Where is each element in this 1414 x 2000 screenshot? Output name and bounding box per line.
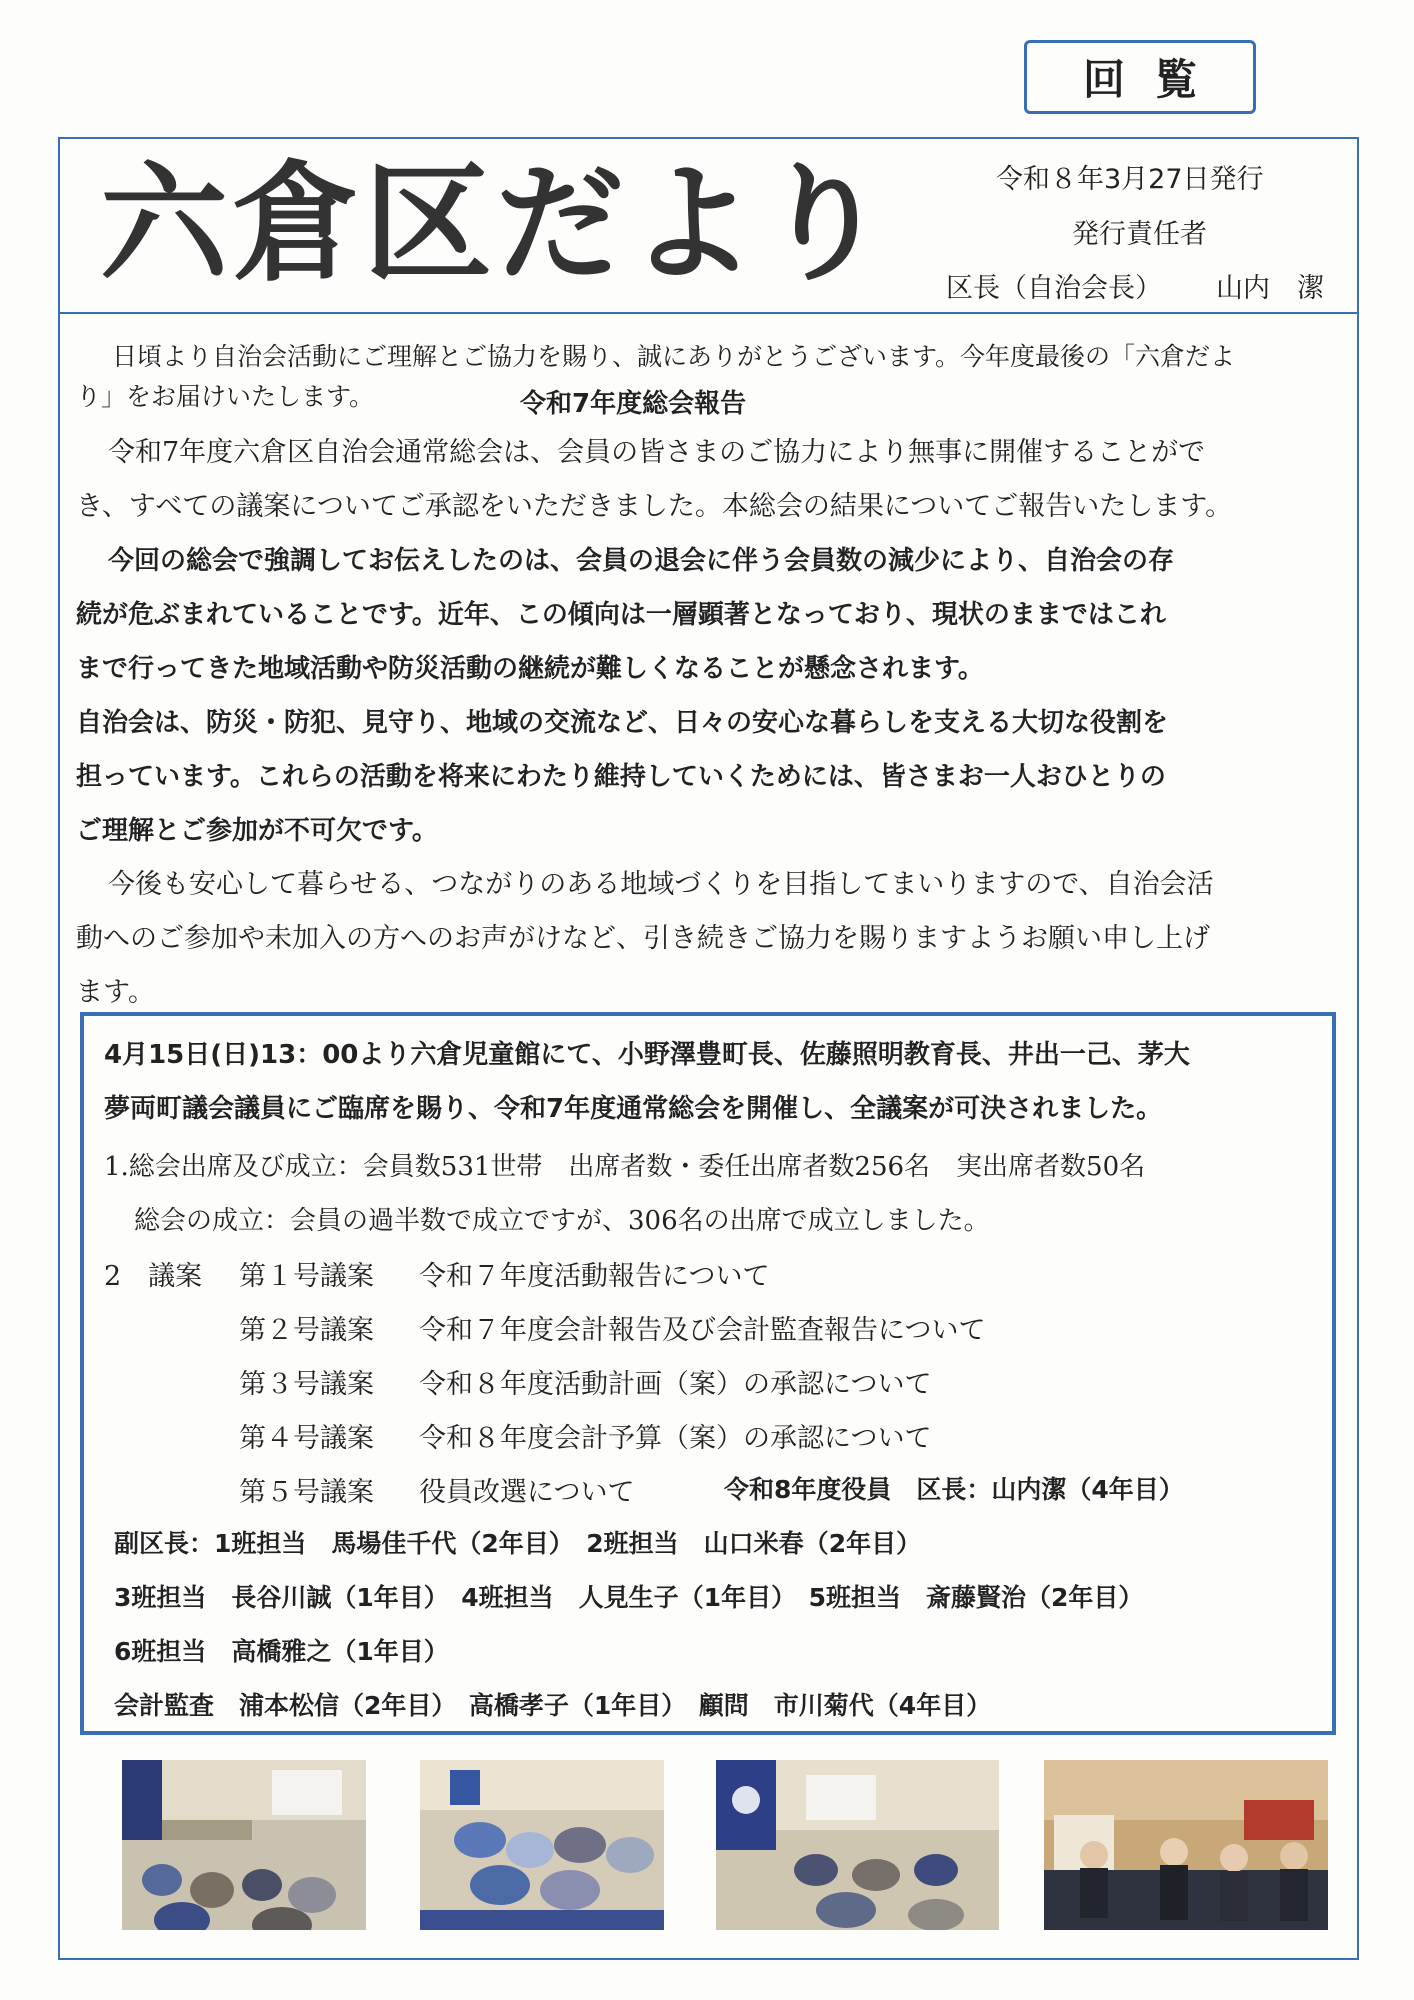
agenda-item-no: 第２号議案 [239,1315,374,1346]
meeting-photo-3 [716,1760,999,1930]
intro-line-1: 日頃より自治会活動にご理解とご協力を賜り、誠にありがとうございます。今年度最後の「六倉だよ [112,342,1236,371]
report-p3-line-1: 自治会は、防災・防犯、見守り、地域の交流など、日々の安心な暮らしを支える大切な役割を [76,708,1169,738]
officers-heading: 令和8年度役員 区長：山内潔（4年目） [724,1475,1184,1504]
officers-line-2: 3班担当 長谷川誠（1年目） 4班担当 人見生子（1年目） 5班担当 斎藤賢治（2年目） [114,1583,1144,1612]
publisher-name: 山内 潔 [1216,273,1324,304]
agenda-item-no: 第４号議案 [239,1423,374,1454]
report-p1-line-1: 令和7年度六倉区自治会通常総会は、会員の皆さまのご協力により無事に開催することがで [108,437,1206,468]
report-p4-line-2: 動へのご参加や未加入の方へのお声がけなど、引き続きご協力を賜りますようお願い申し上げ [76,923,1210,954]
agenda-item-title: 令和８年度活動計画（案）の承認について [419,1369,932,1400]
agenda-item-no: 第５号議案 [239,1477,374,1508]
meeting-report-box [80,1012,1336,1735]
report-p2-line-2: 続が危ぶまれていることです。近年、この傾向は一層顕著となっており、現状のままではこれ [76,600,1166,630]
issue-date: 令和８年3月27日発行 [996,164,1264,195]
report-p4-line-3: ます。 [76,977,155,1008]
officers-line-1: 副区長：1班担当 馬場佳千代（2年目） 2班担当 山口米春（2年目） [114,1529,922,1558]
agenda-item-title: 令和７年度活動報告について [419,1261,770,1292]
meeting-summary-line-1: 4月15日(日)13：00より六倉児童館にて、小野澤豊町長、佐藤照明教育長、井出一己、茅大 [104,1040,1190,1070]
agenda-item-no: 第１号議案 [239,1261,374,1292]
intro-line-2: り」をお届けいたします。 [76,382,375,411]
report-p3-line-2: 担っています。これらの活動を将来にわたり維持していくためには、皆さまお一人おひとりの [76,762,1166,792]
report-p2-line-3: まで行ってきた地域活動や防災活動の継続が難しくなることが懸念されます。 [76,654,984,684]
agenda-item-no: 第３号議案 [239,1369,374,1400]
circulation-badge: 回覧 [1024,40,1256,114]
officers-line-3: 6班担当 高橋雅之（1年目） [114,1637,449,1666]
report-heading: 令和7年度総会報告 [520,389,747,419]
meeting-photo-2 [420,1760,664,1930]
meeting-photo-4 [1044,1760,1328,1930]
report-p1-line-2: き、すべての議案についてご承認をいただきました。本総会の結果についてご報告いたします。 [76,491,1233,522]
report-p4-line-1: 今後も安心して暮らせる、つながりのある地域づくりを目指してまいりますので、自治会活 [108,869,1214,900]
agenda-item-title: 令和７年度会計報告及び会計監査報告について [419,1315,986,1346]
header-divider [58,312,1359,314]
officers-line-4: 会計監査 浦本松信（2年目） 高橋孝子（1年目） 顧問 市川菊代（4年目） [114,1691,992,1720]
agenda-label: 2 議案 [104,1261,203,1292]
publisher-role: 区長（自治会長） [946,273,1162,304]
agenda-item-title: 令和８年度会計予算（案）の承認について [419,1423,932,1454]
report-p3-line-3: ご理解とご参加が不可欠です。 [76,816,438,846]
attendance-line-1: 1.総会出席及び成立：会員数531世帯 出席者数・委任出席者数256名 実出席者数50名 [104,1152,1146,1182]
publisher-label: 発行責任者 [1072,219,1207,250]
attendance-line-2: 総会の成立：会員の過半数で成立ですが、306名の出席で成立しました。 [134,1206,990,1236]
agenda-item-title: 役員改選について [419,1477,635,1508]
meeting-summary-line-2: 夢両町議会議員にご臨席を賜り、令和7年度通常総会を開催し、全議案が可決されました。 [104,1094,1163,1124]
meeting-photo-1 [122,1760,366,1930]
report-p2-line-1: 今回の総会で強調してお伝えしたのは、会員の退会に伴う会員数の減少により、自治会の存 [108,546,1175,576]
newsletter-title: 六倉区だより [100,150,893,299]
